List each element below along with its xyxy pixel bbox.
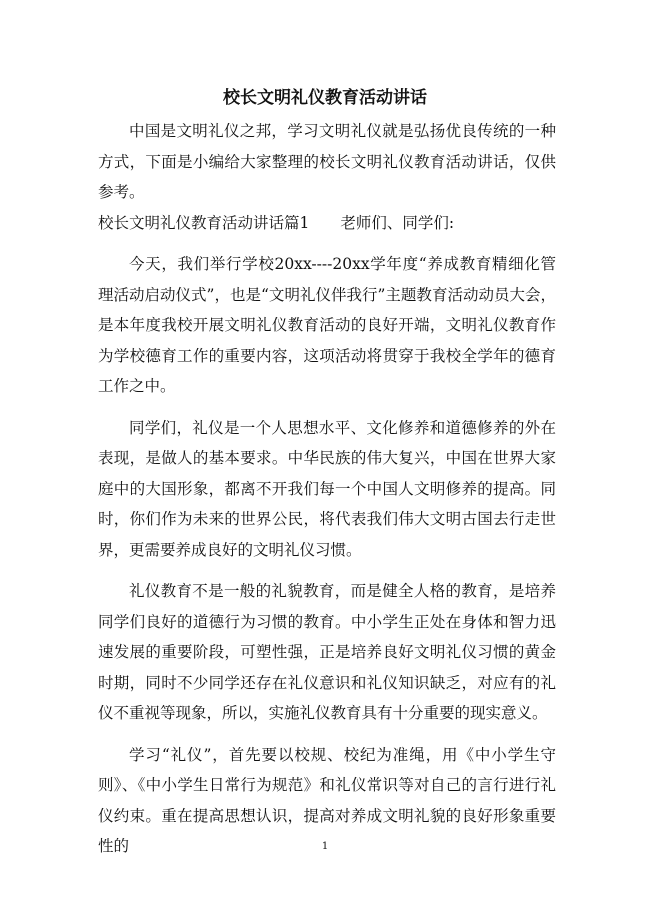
page-number: 1 (321, 841, 329, 852)
body-paragraph: 礼仪教育不是一般的礼貌教育，而是健全人格的教育，是培养同学们良好的道德行为习惯的教育。中小学生正处在身体和智力迅速发展的重要阶段，可塑性强，正是培养良好文明礼仪习惯的黄金时期，同时不少同学还存在礼仪意识和礼仪知识缺乏，对应有的礼仪不重视等现象，所以，实施礼仪教育具有十分重要的现实意义。 (98, 582, 556, 722)
section-heading: 校长文明礼仪教育活动讲话篇1 老师们、同学们: (98, 213, 455, 232)
document-body (98, 116, 556, 873)
body-paragraph: 同学们，礼仪是一个人思想水平、文化修养和道德修养的外在表现，是做人的基本要求。中华民族的伟大复兴，中国在世界大家庭中的大国形象，都离不开我们每一个中国人文明修养的提高。同时，你们作为未来的世界公民，将代表我们伟大文明古国去行走世界，更需要养成良好的文明礼仪习惯。 (98, 418, 556, 559)
body-paragraph: 今天，我们举行学校20xx----20xx学年度“养成教育精细化管理活动启动仪式”，也是“文明礼仪伴我行”主题教育活动动员大会，是本年度我校开展文明礼仪教育活动的良好开端，文明礼仪教育作为学校德育工作的重要内容，这项活动将贯穿于我校全学年的德育工作之中。 (98, 255, 556, 395)
intro-paragraph: 中国是文明礼仪之邦，学习文明礼仪就是弘扬优良传统的一种方式，下面是小编给大家整理的校长文明礼仪教育活动讲话，仅供参考。 (98, 122, 556, 201)
body-paragraph: 学习“礼仪”，首先要以校规、校纪为准绳，用《中小学生守则》、《中小学生日常行为规范》和礼仪常识等对自己的言行进行礼仪约束。重在提高思想认识，提高对养成文明礼貌的良好形象重要性的 (98, 745, 556, 855)
document-title: 校长文明礼仪教育活动讲话 (223, 88, 427, 108)
